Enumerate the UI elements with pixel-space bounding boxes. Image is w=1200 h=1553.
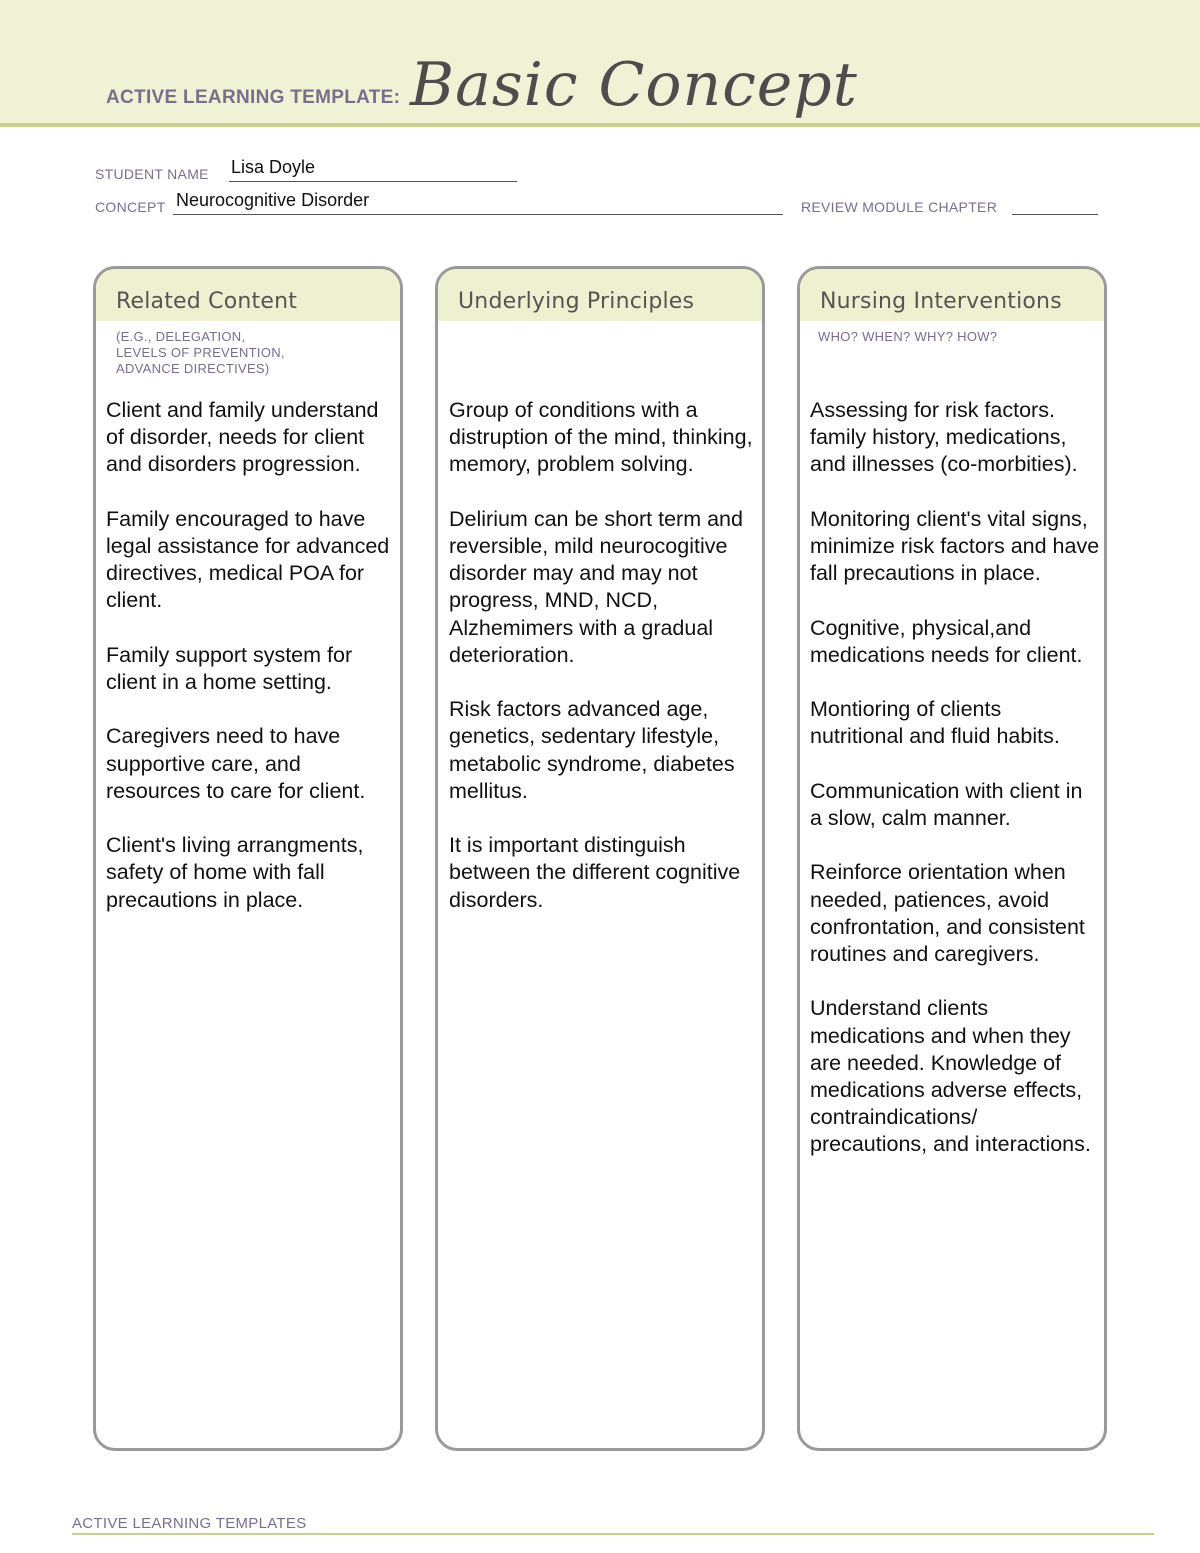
panel-body[interactable]: [106, 397, 392, 941]
paragraph: Caregivers need to have supportive care, and resources to care for client.: [106, 724, 366, 803]
panel-title: Underlying Principles: [458, 289, 695, 314]
student-name-field[interactable]: Lisa Doyle: [231, 157, 316, 177]
panel-body[interactable]: [810, 397, 1100, 1186]
panel-subtitle: WHO? WHEN? WHY? HOW?: [818, 329, 998, 344]
review-module-line: [1012, 214, 1098, 215]
footer-label: ACTIVE LEARNING TEMPLATES: [72, 1515, 307, 1532]
review-module-label: REVIEW MODULE CHAPTER: [801, 199, 998, 215]
paragraph: Reinforce orientation when needed, patiences, avoid confrontation, and consistent routines and caregivers.: [810, 860, 1085, 966]
panel-body[interactable]: [449, 397, 754, 941]
student-name-label: STUDENT NAME: [95, 166, 209, 182]
panel-title: Nursing Interventions: [820, 289, 1062, 314]
panel-subtitle: (E.G., DELEGATION, LEVELS OF PREVENTION, ADVANCE DIRECTIVES): [116, 329, 285, 376]
concept-label: CONCEPT: [95, 199, 166, 215]
header-rule: [0, 123, 1200, 127]
paragraph: Delirium can be short term and reversible, mild neurocogitive disorder may and may not progress, MND, NCD, Alzhemimers with a gradual deterioration.: [449, 506, 743, 667]
related-content-panel: [93, 266, 403, 1451]
paragraph: Client's living arrangments, safety of home with fall precautions in place.: [106, 833, 364, 912]
panel-title: Related Content: [116, 289, 298, 314]
paragraph: Family support system for client in a home setting.: [106, 642, 353, 694]
paragraph: It is important distinguish between the different cognitive disorders.: [449, 833, 741, 912]
paragraph: Montioring of clients nutritional and fluid habits.: [810, 697, 1060, 749]
page-title: Basic Concept: [410, 50, 858, 120]
template-label: ACTIVE LEARNING TEMPLATE:: [106, 87, 401, 108]
paragraph: Cognitive, physical,and medications needs for client.: [810, 615, 1083, 667]
paragraph: Monitoring client's vital signs, minimize risk factors and have fall precautions in place.: [810, 506, 1100, 586]
paragraph: Risk factors advanced age, genetics, sedentary lifestyle, metabolic syndrome, diabetes mellitus.: [449, 697, 735, 803]
paragraph: Client and family understand of disorder, needs for client and disorders progression.: [106, 398, 379, 477]
student-name-line: [229, 181, 517, 182]
nursing-interventions-panel: [797, 266, 1107, 1451]
concept-field[interactable]: Neurocognitive Disorder: [176, 190, 370, 210]
underlying-principles-panel: [435, 266, 765, 1451]
paragraph: Understand clients medications and when they are needed. Knowledge of medications adverse effects, contraindications/ precautions, and interactions.: [810, 996, 1091, 1157]
concept-line: [173, 214, 783, 215]
paragraph: Communication with client in a slow, calm manner.: [810, 778, 1083, 830]
paragraph: Family encouraged to have legal assistance for advanced directives, medical POA for client.: [106, 506, 390, 613]
paragraph: Group of conditions with a distruption of the mind, thinking, memory, problem solving.: [449, 398, 753, 477]
paragraph: Assessing for risk factors. family history, medications, and illnesses (co-morbities).: [810, 398, 1078, 477]
footer-rule: [72, 1533, 1154, 1535]
